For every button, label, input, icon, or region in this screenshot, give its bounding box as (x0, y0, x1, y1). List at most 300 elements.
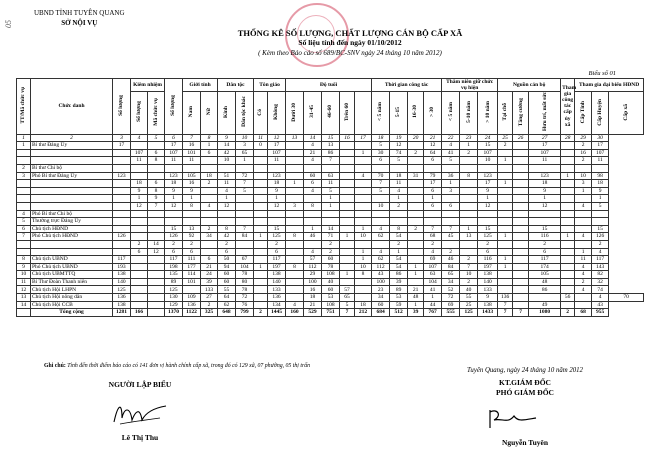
table-cell: 29 (304, 271, 322, 279)
total-cell: 166 (131, 309, 148, 317)
table-cell (131, 271, 148, 279)
table-cell: 1 (592, 195, 609, 203)
table-cell: 1 (268, 195, 286, 203)
table-cell (113, 248, 131, 256)
table-row (17, 286, 644, 294)
total-cell: 955 (592, 309, 609, 317)
table-cell: 112 (304, 263, 322, 271)
table-cell (529, 210, 561, 218)
table-cell (201, 240, 218, 248)
table-cell: 86 (529, 286, 561, 294)
table-cell: 16 (304, 286, 322, 294)
table-cell: 2 (390, 240, 408, 248)
table-cell: 8 (286, 233, 304, 241)
table-cell (513, 278, 529, 286)
table-cell: 133 (201, 286, 218, 294)
table-cell (592, 164, 609, 172)
table-cell: 1 (498, 263, 513, 271)
table-cell (513, 263, 529, 271)
table-cell (236, 210, 254, 218)
table-cell: 2 (131, 240, 148, 248)
table-cell: 4 (442, 142, 460, 150)
table-cell (478, 218, 498, 226)
table-cell: 21 (408, 286, 424, 294)
table-cell (561, 180, 575, 188)
table-cell (408, 233, 424, 241)
table-cell: 12 (478, 202, 498, 210)
table-cell: 11 (183, 157, 201, 165)
table-cell: 105 (183, 172, 201, 180)
table-cell: 125 (478, 233, 498, 241)
statistics-table (16, 78, 644, 317)
col-position-tenure: Thâm niên giữ chức vụ hiện (442, 79, 498, 92)
table-cell (254, 278, 268, 286)
table-cell: 1 (424, 294, 442, 302)
table-cell (236, 164, 254, 172)
table-cell (355, 278, 372, 286)
table-cell (268, 210, 286, 218)
table-cell: 62 (372, 233, 390, 241)
table-cell: 72 (442, 294, 460, 302)
table-cell (148, 294, 165, 302)
table-cell: 134 (268, 301, 286, 309)
col-tenure: Thời gian công tác (372, 79, 442, 92)
table-cell: 63 (424, 271, 442, 279)
table-row (17, 157, 644, 165)
row-position-name (31, 202, 113, 210)
table-cell: 70 (609, 294, 644, 302)
column-number: 5 (148, 134, 165, 142)
table-cell: 42 (218, 233, 236, 241)
table-cell: 1 (201, 142, 218, 150)
table-cell (148, 142, 165, 150)
col-ptenure-1: < 5 năm (442, 92, 460, 134)
table-cell: 21 (304, 149, 322, 157)
total-cell: 7 (498, 309, 513, 317)
table-cell: 136 (268, 294, 286, 302)
table-cell: 86 (390, 271, 408, 279)
table-cell: 4 (575, 263, 592, 271)
table-cell: 1 (561, 233, 575, 241)
org-line1: UBND TỈNH TUYÊN QUANG (34, 9, 125, 17)
column-number: 4 (131, 134, 148, 142)
column-number: 20 (408, 134, 424, 142)
table-cell: 107 (165, 149, 183, 157)
table-cell: 16 (183, 180, 201, 188)
table-cell (148, 286, 165, 294)
table-cell (17, 195, 31, 203)
table-cell (286, 240, 304, 248)
table-cell (17, 240, 31, 248)
total-cell: 1122 (183, 309, 201, 317)
row-position-name: Chủ tịch HĐND (31, 225, 113, 233)
table-cell: 94 (218, 263, 236, 271)
table-cell (113, 157, 131, 165)
table-cell (17, 248, 31, 256)
table-cell: 117 (529, 256, 561, 264)
table-cell: 2 (529, 240, 561, 248)
col-council: Tham gia đại biểu HĐND (575, 79, 644, 92)
table-cell: 2 (575, 157, 592, 165)
total-cell: 2 (561, 309, 575, 317)
table-cell (131, 286, 148, 294)
document-subtitle: Số liệu tính đến ngày 01/10/2012 (298, 38, 402, 47)
table-cell: 4 (575, 233, 592, 241)
table-cell (561, 142, 575, 150)
table-cell (113, 202, 131, 210)
table-cell: 18 (390, 172, 408, 180)
table-cell: 4 (355, 172, 372, 180)
table-cell: 18 (355, 301, 372, 309)
table-cell (372, 218, 390, 226)
table-cell: 4 (592, 248, 609, 256)
table-cell: 114 (183, 271, 201, 279)
table-cell (408, 187, 424, 195)
table-cell: 1 (561, 172, 575, 180)
table-cell (148, 172, 165, 180)
table-cell: 6 (131, 248, 148, 256)
table-cell (460, 202, 478, 210)
total-cell: 7 (513, 309, 529, 317)
table-cell (113, 164, 131, 172)
row-position-name (31, 187, 113, 195)
table-cell: 123 (478, 172, 498, 180)
approver-role-2: PHÓ GIÁM ĐỐC (496, 388, 554, 397)
table-cell: 14 (148, 240, 165, 248)
table-cell: 6 (201, 256, 218, 264)
table-row (17, 256, 644, 264)
table-cell: 3 (286, 202, 304, 210)
table-row (17, 149, 644, 157)
table-cell: 5 (442, 157, 460, 165)
row-position-name (31, 180, 113, 188)
table-cell (183, 218, 201, 226)
table-cell: 136 (113, 294, 131, 302)
table-cell: 2 (268, 240, 286, 248)
table-cell: 8 (286, 263, 304, 271)
table-cell: 9 (529, 187, 561, 195)
table-cell: 116 (529, 233, 561, 241)
table-cell: 2 (424, 240, 442, 248)
table-cell: 4 (304, 142, 322, 150)
total-cell: 767 (424, 309, 442, 317)
table-cell: 71 (322, 233, 340, 241)
total-cell: 125 (460, 309, 478, 317)
table-cell: 65 (442, 271, 460, 279)
col-tenure-4: > 30 (424, 92, 442, 134)
total-cell: 684 (372, 309, 390, 317)
table-cell (340, 248, 355, 256)
table-cell (286, 225, 304, 233)
table-cell: 177 (183, 263, 201, 271)
table-cell: 4 (17, 210, 31, 218)
table-cell: 108 (322, 301, 340, 309)
table-cell: 17 (268, 142, 286, 150)
table-cell: 6 (148, 180, 165, 188)
table-cell (254, 195, 268, 203)
table-cell (131, 172, 148, 180)
table-cell (201, 210, 218, 218)
column-number: 28 (561, 134, 575, 142)
col-age-3: 46-60 (322, 92, 340, 134)
table-cell: 1 (390, 195, 408, 203)
table-cell (183, 286, 201, 294)
table-cell: 138 (478, 301, 498, 309)
table-cell (17, 180, 31, 188)
table-cell (322, 164, 340, 172)
table-cell (340, 218, 355, 226)
table-cell: 17 (113, 142, 131, 150)
col-total: Số lượng (113, 79, 131, 135)
table-cell: 4 (304, 187, 322, 195)
table-cell (575, 294, 592, 302)
table-cell: 6 (218, 248, 236, 256)
table-cell (424, 218, 442, 226)
table-cell: 105 (529, 271, 561, 279)
table-row (17, 263, 644, 271)
col-concurrent: Kiêm nhiệm (131, 79, 165, 92)
table-cell: 136 (498, 294, 513, 302)
table-cell: 4 (286, 301, 304, 309)
table-cell (254, 218, 268, 226)
table-cell (498, 210, 513, 218)
table-cell: 42 (218, 149, 236, 157)
table-cell: 12 (529, 202, 561, 210)
table-cell: 2 (460, 149, 478, 157)
col-conc-code-total: Số lượng (165, 79, 183, 135)
table-cell: 34 (442, 278, 460, 286)
table-cell (113, 149, 131, 157)
table-cell (148, 164, 165, 172)
table-cell (355, 157, 372, 165)
table-cell: 8 (304, 202, 322, 210)
table-cell: 9 (17, 263, 31, 271)
table-cell (498, 187, 513, 195)
col-ptenure-2: 5-10 năm (460, 92, 478, 134)
column-number: 25 (498, 134, 513, 142)
table-cell (561, 240, 575, 248)
table-cell: 9 (165, 187, 183, 195)
col-kinh: Kinh (218, 92, 236, 134)
table-cell: 64 (218, 294, 236, 302)
table-cell (408, 202, 424, 210)
table-cell (561, 157, 575, 165)
table-cell: 43 (592, 301, 609, 309)
table-cell: 14 (17, 301, 31, 309)
table-cell: 100 (372, 278, 390, 286)
table-cell: 2 (460, 278, 478, 286)
table-cell: 8 (148, 157, 165, 165)
table-cell: 117 (268, 256, 286, 264)
table-cell: 1 (254, 263, 268, 271)
table-cell: 11 (592, 157, 609, 165)
total-cell: 1445 (268, 309, 286, 317)
table-cell (498, 248, 513, 256)
row-position-name (31, 240, 113, 248)
table-row (17, 210, 644, 218)
table-cell (513, 301, 529, 309)
table-cell (340, 142, 355, 150)
table-cell: 1 (218, 195, 236, 203)
table-cell: 6 (183, 248, 201, 256)
table-cell: 40 (322, 278, 340, 286)
table-cell: 11 (268, 157, 286, 165)
table-cell: 2 (218, 240, 236, 248)
table-cell: 11 (529, 157, 561, 165)
table-cell (513, 210, 529, 218)
table-cell: 15 (165, 225, 183, 233)
table-cell (575, 301, 592, 309)
table-cell: 79 (424, 172, 442, 180)
table-cell: 2 (201, 180, 218, 188)
table-cell (513, 195, 529, 203)
table-cell: 10 (218, 157, 236, 165)
table-row (17, 180, 644, 188)
table-cell: 107 (529, 149, 561, 157)
table-cell (561, 149, 575, 157)
table-cell (286, 218, 304, 226)
table-cell: 13 (322, 142, 340, 150)
table-cell: 1 (424, 195, 442, 203)
table-cell (286, 164, 304, 172)
table-cell (561, 164, 575, 172)
table-cell (286, 210, 304, 218)
table-cell (148, 218, 165, 226)
table-cell (390, 210, 408, 218)
total-cell: 68 (575, 309, 592, 317)
table-row (17, 301, 644, 309)
table-cell: 74 (390, 149, 408, 157)
table-cell: 60 (372, 301, 390, 309)
table-cell: 6 (268, 248, 286, 256)
table-cell (113, 180, 131, 188)
table-cell (148, 210, 165, 218)
table-cell (286, 278, 304, 286)
column-number: 11 (254, 134, 268, 142)
table-body (17, 134, 644, 316)
table-cell (304, 164, 322, 172)
table-cell (17, 187, 31, 195)
col-ethnic: Dân tộc (218, 79, 254, 92)
table-cell (355, 240, 372, 248)
table-cell: 2 (575, 142, 592, 150)
table-cell: 1 (183, 195, 201, 203)
table-cell: 116 (478, 256, 498, 264)
table-cell: 1 (408, 271, 424, 279)
column-number: 30 (592, 134, 609, 142)
table-cell: 138 (478, 271, 498, 279)
table-cell (355, 210, 372, 218)
table-cell: 107 (478, 149, 498, 157)
table-row (17, 271, 644, 279)
table-cell: 4 (304, 157, 322, 165)
col-tenure-2: 5-15 (390, 92, 408, 134)
table-cell: 2 (17, 164, 31, 172)
table-cell (561, 271, 575, 279)
table-cell: 117 (592, 256, 609, 264)
table-cell: 136 (183, 301, 201, 309)
col-age: Độ tuổi (286, 79, 372, 92)
table-cell: 126 (113, 233, 131, 241)
table-cell: 15 (592, 225, 609, 233)
table-cell (498, 202, 513, 210)
table-cell: 12 (131, 202, 148, 210)
table-cell: 8 (355, 271, 372, 279)
table-cell: 123 (529, 172, 561, 180)
table-cell (460, 218, 478, 226)
table-cell: 44 (424, 301, 442, 309)
table-cell: 57 (304, 256, 322, 264)
table-cell (355, 294, 372, 302)
table-cell: 70 (372, 172, 390, 180)
table-cell (561, 225, 575, 233)
table-cell: 174 (529, 263, 561, 271)
table-cell (442, 210, 460, 218)
column-number: 6 (165, 134, 183, 142)
table-cell (148, 256, 165, 264)
table-cell: 51 (218, 172, 236, 180)
table-cell: 133 (268, 286, 286, 294)
table-cell (513, 286, 529, 294)
table-cell (513, 172, 529, 180)
table-cell: 8 (17, 256, 31, 264)
table-cell (408, 142, 424, 150)
table-cell (113, 187, 131, 195)
table-cell: 1 (254, 233, 268, 241)
total-cell: 529 (304, 309, 322, 317)
table-cell: 1 (498, 180, 513, 188)
table-cell (236, 202, 254, 210)
table-cell (575, 164, 592, 172)
table-cell (254, 149, 268, 157)
table-cell: 7 (148, 202, 165, 210)
table-cell: 60 (322, 286, 340, 294)
column-number: 13 (286, 134, 304, 142)
table-cell: 4 (592, 294, 609, 302)
table-cell (268, 164, 286, 172)
table-cell: 6 (424, 202, 442, 210)
table-cell (218, 164, 236, 172)
table-cell (408, 180, 424, 188)
table-cell: 13 (183, 225, 201, 233)
table-cell (513, 294, 529, 302)
form-number: Biểu số 01 (588, 70, 616, 77)
table-cell: 15 (478, 142, 498, 150)
table-cell: 54 (390, 256, 408, 264)
table-cell: 49 (529, 301, 561, 309)
col-religion-no: Không (268, 92, 286, 134)
row-position-name: Phó Chủ tịch HĐND (31, 233, 113, 241)
approver-signature (484, 406, 540, 432)
table-cell: 2 (575, 278, 592, 286)
table-row (17, 294, 644, 302)
table-cell: 21 (201, 263, 218, 271)
table-cell: 64 (424, 149, 442, 157)
table-cell (408, 240, 424, 248)
table-cell (390, 218, 408, 226)
table-cell (513, 233, 529, 241)
table-cell: 48 (529, 278, 561, 286)
table-cell: 6 (424, 157, 442, 165)
table-cell (254, 172, 268, 180)
table-cell: 2 (183, 240, 201, 248)
table-cell (113, 225, 131, 233)
table-cell: 5 (236, 187, 254, 195)
table-cell: 1 (286, 180, 304, 188)
table-cell (236, 218, 254, 226)
table-cell (513, 157, 529, 165)
col-conc-count: Số lượng (131, 92, 148, 134)
